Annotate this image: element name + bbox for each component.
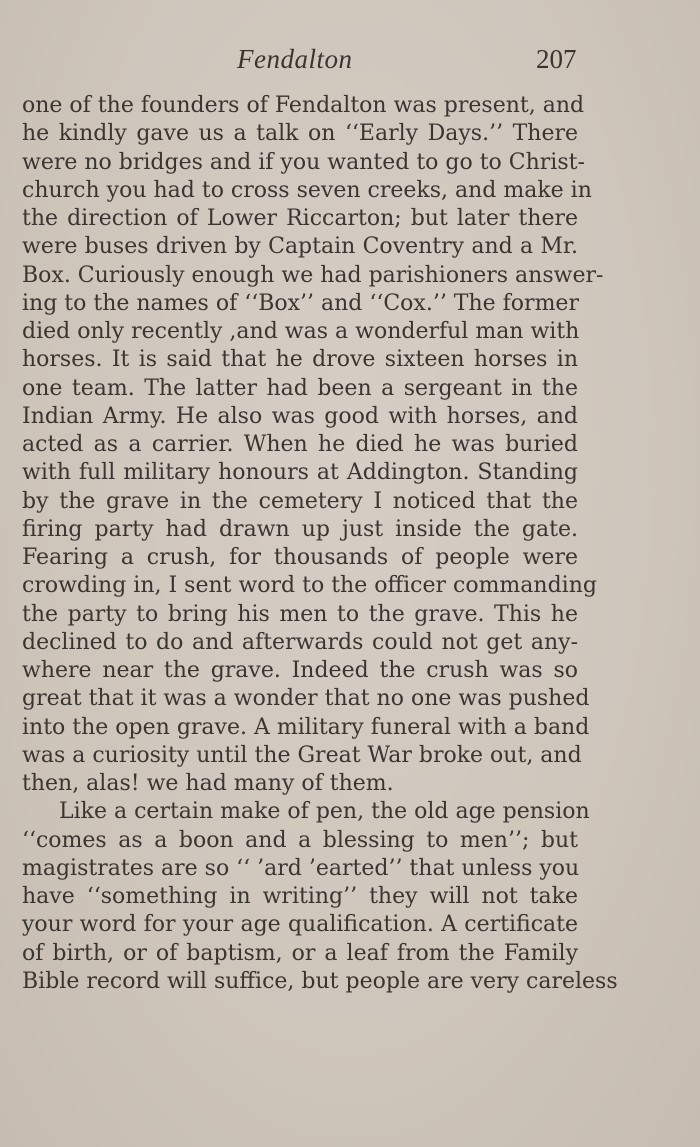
text-line: were buses driven by Captain Coventry and a Mr. bbox=[22, 234, 578, 260]
body-text bbox=[22, 92, 618, 996]
page-number: 207 bbox=[536, 44, 577, 74]
paragraph-end-line: then, alas! we had many of them. bbox=[22, 771, 394, 796]
text-line: ing to the names of ‘‘Box’’ and ‘‘Cox.’’ The former bbox=[22, 290, 579, 316]
text-line: crowding in, I sent word to the officer commanding bbox=[22, 573, 597, 599]
text-line: acted as a carrier. When he died he was buried bbox=[22, 432, 578, 457]
text-line: died only recently ,and was a wonderful man with bbox=[22, 319, 580, 344]
running-title: Fendalton bbox=[237, 44, 353, 74]
text-line: magistrates are so ‘‘ ’ard ’earted’’ that unless you bbox=[22, 855, 580, 881]
text-line: firing party had drawn up just inside the gate. bbox=[22, 516, 578, 542]
text-line: he kindly gave us a talk on ‘‘Early Days.’’ There bbox=[22, 121, 578, 147]
text-line: have ‘‘something in writing’’ they will not take bbox=[22, 884, 578, 909]
text-line: Bible record will suffice, but people are very careless bbox=[22, 968, 618, 994]
text-line: Indian Army. He also was good with horses, and bbox=[22, 403, 578, 429]
text-line: with full military honours at Addington. Standing bbox=[22, 460, 578, 486]
text-line: one of the founders of Fendalton was present, and bbox=[22, 93, 585, 118]
page-header bbox=[0, 42, 700, 82]
text-line: were no bridges and if you wanted to go to Christ- bbox=[22, 149, 585, 175]
text-line: Box. Curiously enough we had parishioners answer- bbox=[22, 262, 604, 288]
text-line: was a curiosity until the Great War broke out, and bbox=[22, 742, 582, 768]
text-line: of birth, or of baptism, or a leaf from the Family bbox=[22, 940, 578, 966]
text-line: one team. The latter had been a sergeant in the bbox=[22, 375, 578, 401]
text-line: Fearing a crush, for thousands of people were bbox=[22, 545, 578, 570]
text-line: into the open grave. A military funeral with a band bbox=[22, 714, 590, 740]
text-line: the direction of Lower Riccarton; but later there bbox=[22, 206, 578, 231]
paragraph-start-line: Like a certain make of pen, the old age pension bbox=[59, 799, 590, 825]
text-line: where near the grave. Indeed the crush was so bbox=[22, 658, 578, 683]
text-line: great that it was a wonder that no one was pushed bbox=[22, 686, 590, 712]
text-line: your word for your age qualification. A certificate bbox=[22, 912, 578, 938]
text-line: the party to bring his men to the grave. This he bbox=[22, 601, 578, 627]
text-line: church you had to cross seven creeks, and make in bbox=[22, 177, 592, 203]
text-line: by the grave in the cemetery I noticed that the bbox=[22, 488, 578, 514]
text-line: declined to do and afterwards could not get any- bbox=[22, 629, 578, 655]
text-line: horses. It is said that he drove sixteen horses in bbox=[22, 347, 578, 373]
text-line: ‘‘comes as a boon and a blessing to men’’; but bbox=[22, 827, 578, 853]
